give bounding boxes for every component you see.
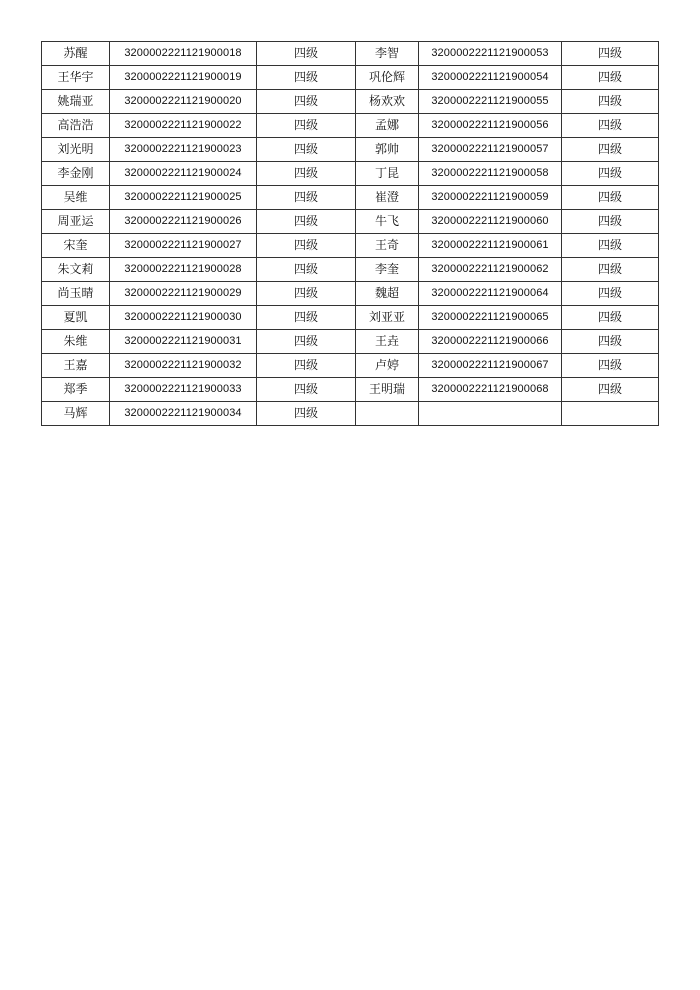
- right-level-cell: 四级: [562, 186, 659, 210]
- table-row: [42, 210, 659, 234]
- left-name-cell: 夏凯: [42, 306, 110, 330]
- table-row: [42, 402, 659, 426]
- left-level-cell: 四级: [257, 258, 356, 282]
- right-name-cell: 刘亚亚: [356, 306, 419, 330]
- left-id-cell: 3200002221121900027: [110, 234, 257, 258]
- right-level-cell: 四级: [562, 234, 659, 258]
- right-id-cell: 3200002221121900056: [419, 114, 562, 138]
- right-level-cell: 四级: [562, 306, 659, 330]
- roster-table-body: [42, 42, 659, 426]
- left-id-cell: 3200002221121900028: [110, 258, 257, 282]
- table-row: [42, 282, 659, 306]
- left-name-cell: 郑季: [42, 378, 110, 402]
- right-level-cell: 四级: [562, 114, 659, 138]
- left-name-cell: 宋奎: [42, 234, 110, 258]
- left-name-cell: 王嘉: [42, 354, 110, 378]
- left-id-cell: 3200002221121900031: [110, 330, 257, 354]
- right-name-cell: 王垚: [356, 330, 419, 354]
- left-name-cell: 高浩浩: [42, 114, 110, 138]
- right-level-cell: 四级: [562, 282, 659, 306]
- left-id-cell: 3200002221121900024: [110, 162, 257, 186]
- left-level-cell: 四级: [257, 210, 356, 234]
- right-level-cell: 四级: [562, 42, 659, 66]
- right-id-cell: 3200002221121900054: [419, 66, 562, 90]
- left-level-cell: 四级: [257, 138, 356, 162]
- right-id-cell: 3200002221121900068: [419, 378, 562, 402]
- left-id-cell: 3200002221121900018: [110, 42, 257, 66]
- left-level-cell: 四级: [257, 330, 356, 354]
- right-name-cell: 巩伦辉: [356, 66, 419, 90]
- right-id-cell: 3200002221121900061: [419, 234, 562, 258]
- left-level-cell: 四级: [257, 402, 356, 426]
- left-id-cell: 3200002221121900025: [110, 186, 257, 210]
- left-id-cell: 3200002221121900033: [110, 378, 257, 402]
- left-name-cell: 朱文莉: [42, 258, 110, 282]
- left-id-cell: 3200002221121900023: [110, 138, 257, 162]
- right-id-cell: 3200002221121900067: [419, 354, 562, 378]
- left-name-cell: 姚瑞亚: [42, 90, 110, 114]
- left-level-cell: 四级: [257, 66, 356, 90]
- left-id-cell: 3200002221121900034: [110, 402, 257, 426]
- table-row: [42, 90, 659, 114]
- right-name-cell: 王明瑞: [356, 378, 419, 402]
- right-level-cell: 四级: [562, 258, 659, 282]
- right-level-cell: 四级: [562, 330, 659, 354]
- right-level-cell: 四级: [562, 210, 659, 234]
- left-level-cell: 四级: [257, 234, 356, 258]
- left-name-cell: 朱维: [42, 330, 110, 354]
- right-name-cell: [356, 402, 419, 426]
- right-name-cell: 丁昆: [356, 162, 419, 186]
- left-name-cell: 刘光明: [42, 138, 110, 162]
- left-id-cell: 3200002221121900022: [110, 114, 257, 138]
- left-level-cell: 四级: [257, 90, 356, 114]
- right-id-cell: 3200002221121900066: [419, 330, 562, 354]
- right-id-cell: 3200002221121900055: [419, 90, 562, 114]
- right-name-cell: 卢婷: [356, 354, 419, 378]
- table-row: [42, 162, 659, 186]
- right-name-cell: 李奎: [356, 258, 419, 282]
- right-id-cell: 3200002221121900065: [419, 306, 562, 330]
- right-level-cell: 四级: [562, 138, 659, 162]
- table-row: [42, 186, 659, 210]
- left-level-cell: 四级: [257, 354, 356, 378]
- left-name-cell: 周亚运: [42, 210, 110, 234]
- right-name-cell: 王奇: [356, 234, 419, 258]
- table-row: [42, 258, 659, 282]
- right-level-cell: 四级: [562, 90, 659, 114]
- right-level-cell: 四级: [562, 162, 659, 186]
- table-row: [42, 66, 659, 90]
- table-row: [42, 114, 659, 138]
- left-level-cell: 四级: [257, 42, 356, 66]
- right-name-cell: 孟娜: [356, 114, 419, 138]
- left-level-cell: 四级: [257, 378, 356, 402]
- right-name-cell: 崔澄: [356, 186, 419, 210]
- left-id-cell: 3200002221121900019: [110, 66, 257, 90]
- right-name-cell: 李智: [356, 42, 419, 66]
- right-id-cell: 3200002221121900059: [419, 186, 562, 210]
- left-id-cell: 3200002221121900026: [110, 210, 257, 234]
- right-name-cell: 魏超: [356, 282, 419, 306]
- left-level-cell: 四级: [257, 114, 356, 138]
- left-name-cell: 吴维: [42, 186, 110, 210]
- right-level-cell: 四级: [562, 66, 659, 90]
- left-name-cell: 李金刚: [42, 162, 110, 186]
- table-row: [42, 234, 659, 258]
- table-row: [42, 354, 659, 378]
- right-id-cell: 3200002221121900064: [419, 282, 562, 306]
- right-id-cell: 3200002221121900060: [419, 210, 562, 234]
- left-id-cell: 3200002221121900032: [110, 354, 257, 378]
- left-name-cell: 尚玉晴: [42, 282, 110, 306]
- left-name-cell: 王华宇: [42, 66, 110, 90]
- right-level-cell: [562, 402, 659, 426]
- left-level-cell: 四级: [257, 306, 356, 330]
- right-id-cell: 3200002221121900058: [419, 162, 562, 186]
- right-name-cell: 杨欢欢: [356, 90, 419, 114]
- left-id-cell: 3200002221121900030: [110, 306, 257, 330]
- right-level-cell: 四级: [562, 378, 659, 402]
- left-name-cell: 苏醒: [42, 42, 110, 66]
- right-id-cell: [419, 402, 562, 426]
- table-row: [42, 306, 659, 330]
- right-id-cell: 3200002221121900053: [419, 42, 562, 66]
- left-id-cell: 3200002221121900020: [110, 90, 257, 114]
- table-row: [42, 330, 659, 354]
- left-level-cell: 四级: [257, 186, 356, 210]
- table-row: [42, 138, 659, 162]
- right-id-cell: 3200002221121900062: [419, 258, 562, 282]
- table-row: [42, 42, 659, 66]
- roster-table: [41, 41, 659, 426]
- right-id-cell: 3200002221121900057: [419, 138, 562, 162]
- left-level-cell: 四级: [257, 162, 356, 186]
- table-row: [42, 378, 659, 402]
- right-name-cell: 郭帅: [356, 138, 419, 162]
- right-name-cell: 牛飞: [356, 210, 419, 234]
- left-level-cell: 四级: [257, 282, 356, 306]
- left-id-cell: 3200002221121900029: [110, 282, 257, 306]
- right-level-cell: 四级: [562, 354, 659, 378]
- left-name-cell: 马辉: [42, 402, 110, 426]
